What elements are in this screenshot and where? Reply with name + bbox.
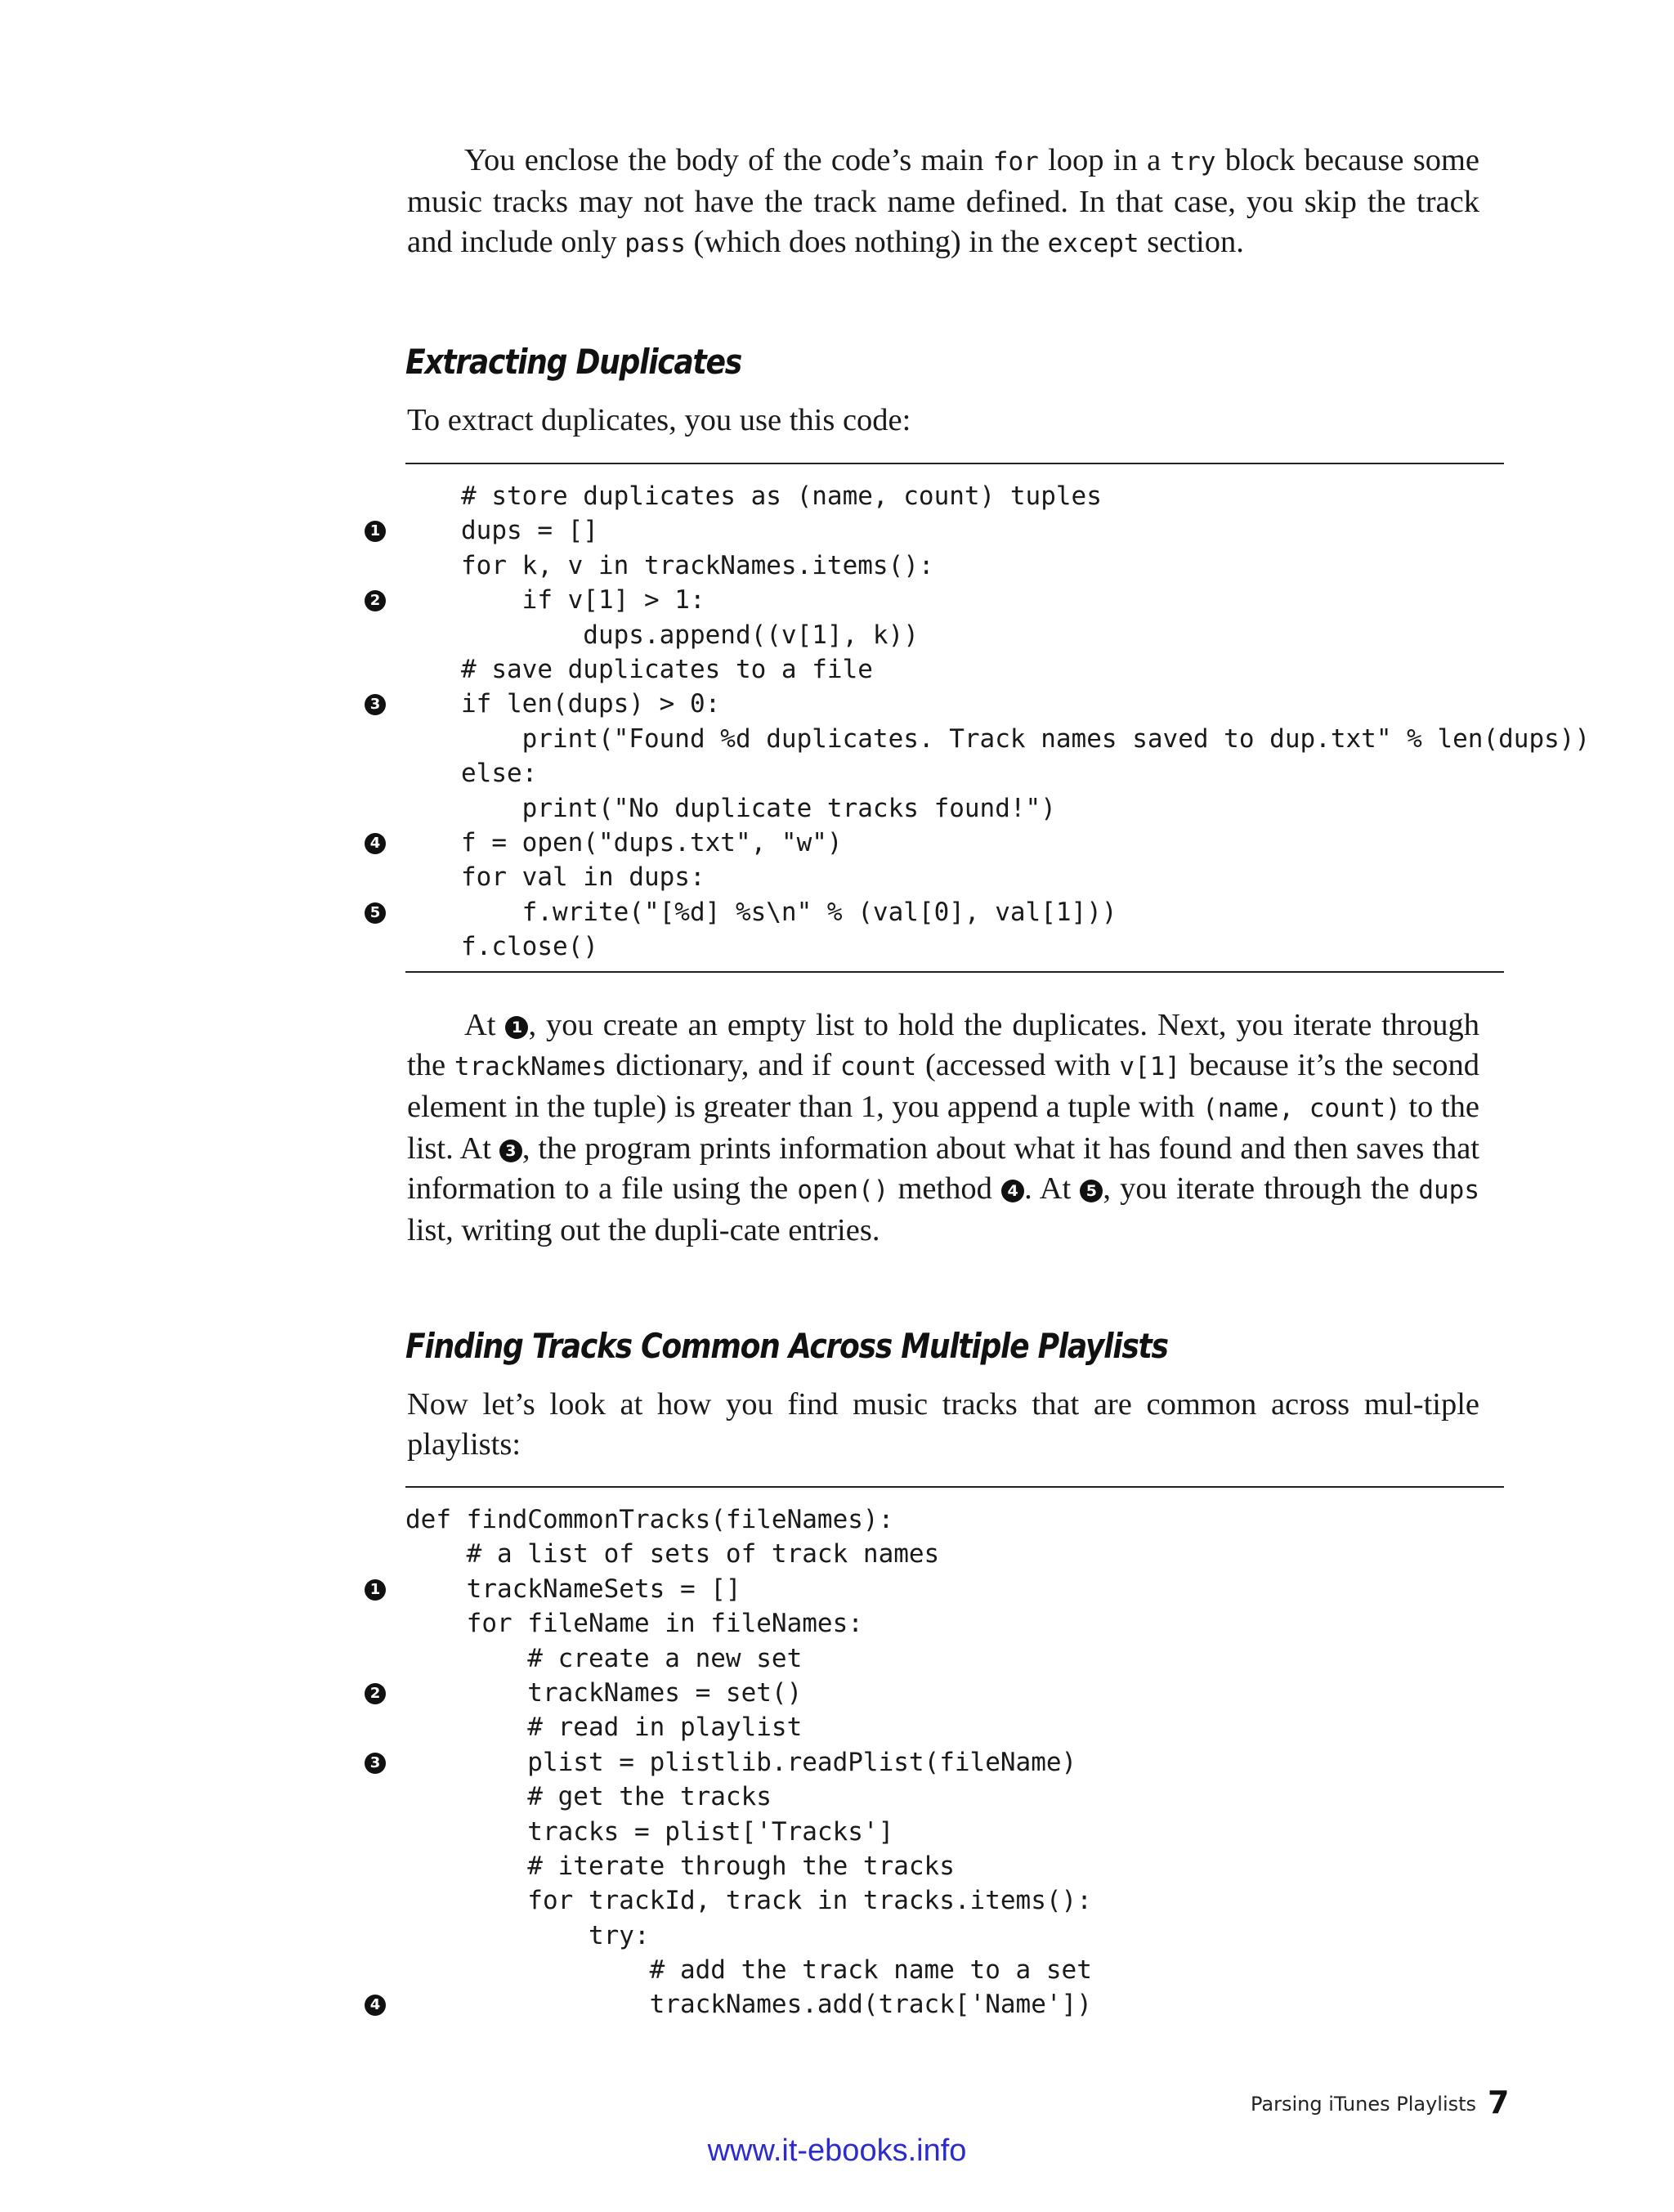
callout-marker-icon: 4 bbox=[365, 1995, 386, 2016]
code-line bbox=[461, 791, 1573, 826]
callout-marker-icon: 4 bbox=[365, 833, 386, 854]
callout-marker-icon: 1 bbox=[365, 521, 386, 542]
code-line bbox=[369, 513, 1573, 548]
code-text: try: bbox=[405, 1920, 650, 1950]
code-listing-common-tracks bbox=[369, 1502, 1517, 2022]
code-text: else: bbox=[461, 759, 538, 789]
callout-marker-icon: 1 bbox=[365, 1579, 386, 1601]
section-heading-extracting-duplicates: Extracting Duplicates bbox=[405, 342, 741, 382]
code-line bbox=[369, 895, 1573, 929]
code-text: dups.append((v[1], k)) bbox=[461, 620, 919, 650]
code-text: if v[1] > 1: bbox=[461, 585, 705, 616]
code-line bbox=[369, 687, 1573, 721]
code-line bbox=[461, 618, 1573, 652]
callout-marker-icon: 1 bbox=[505, 1016, 528, 1039]
code-line bbox=[405, 1641, 1517, 1676]
code-line bbox=[461, 860, 1573, 894]
code-line bbox=[405, 1606, 1517, 1641]
duplicates-explanation-paragraph: At 1 , you create an empty list to hold the duplicates. Next, you iterate through the trackNames dictionary, and if count (accessed with v[1] because it’s the second element in the tuple) is greater than 1, you append a tuple with (name, count) to the list. At 3 , the program prints information about what it has found and then saves that information to a file using the open() method 4 . At 5 , you iterate through the dups list, writing out the dupli-cate entries. bbox=[407, 1008, 1479, 1247]
callout-marker-icon: 5 bbox=[365, 902, 386, 924]
code-text: for val in dups: bbox=[461, 862, 705, 893]
code-line bbox=[369, 1745, 1517, 1780]
code-line bbox=[461, 652, 1573, 687]
code-line bbox=[405, 1537, 1517, 1571]
code-line bbox=[369, 1987, 1517, 2022]
code-text: # get the tracks bbox=[405, 1782, 772, 1812]
callout-marker-icon: 2 bbox=[365, 590, 386, 611]
callout-marker-icon: 3 bbox=[365, 1753, 386, 1774]
code-text: plist = plistlib.readPlist(fileName) bbox=[405, 1747, 1077, 1777]
code-line bbox=[461, 756, 1573, 790]
code-rule-bottom bbox=[405, 971, 1504, 973]
code-line bbox=[405, 1919, 1517, 1953]
code-line bbox=[405, 1849, 1517, 1883]
code-line bbox=[405, 1815, 1517, 1849]
code-text: # iterate through the tracks bbox=[405, 1851, 955, 1881]
page-number: 7 bbox=[1488, 2084, 1510, 2120]
code-text: def findCommonTracks(fileNames): bbox=[405, 1505, 894, 1534]
code-line bbox=[405, 1780, 1517, 1814]
code-text: # a list of sets of track names bbox=[405, 1539, 940, 1569]
section-intro-common-tracks: Now let’s look at how you find music tracks that are common across mul-tiple playlists: bbox=[407, 1387, 1479, 1462]
section-intro-duplicates: To extract duplicates, you use this code: bbox=[407, 403, 911, 437]
code-text: f.write("[%d] %s\n" % (val[0], val[1])) bbox=[461, 897, 1117, 927]
code-line bbox=[461, 929, 1573, 964]
code-line bbox=[369, 1572, 1517, 1606]
code-line bbox=[461, 479, 1573, 513]
code-text: for k, v in trackNames.items(): bbox=[461, 550, 934, 580]
intro-paragraph: You enclose the body of the code’s main for loop in a try block because some music tracks may not have the track name defined. In that case, you skip the track and include only pass (which does nothing) in the except section. bbox=[407, 143, 1480, 259]
code-text: # read in playlist bbox=[405, 1713, 803, 1743]
code-listing-duplicates bbox=[369, 479, 1591, 964]
callout-marker-icon: 3 bbox=[499, 1140, 522, 1162]
code-text: dups = [] bbox=[461, 516, 598, 546]
callout-marker-icon: 2 bbox=[365, 1683, 386, 1704]
watermark-url: www.it-ebooks.info bbox=[707, 2134, 967, 2168]
code-text: for trackId, track in tracks.items(): bbox=[405, 1886, 1092, 1916]
code-text: print("Found %d duplicates. Track names saved to dup.txt" % len(dups)) bbox=[461, 723, 1591, 754]
running-footer-title: Parsing iTunes Playlists bbox=[1251, 2093, 1477, 2116]
code-text: print("No duplicate tracks found!") bbox=[461, 793, 1056, 823]
code-line bbox=[369, 583, 1573, 617]
section-heading-common-tracks: Finding Tracks Common Across Multiple Playlists bbox=[405, 1326, 1168, 1366]
code-text: if len(dups) > 0: bbox=[461, 689, 721, 719]
code-text: trackNames = set() bbox=[405, 1677, 803, 1708]
code-line bbox=[369, 826, 1573, 860]
code-text: # add the track name to a set bbox=[405, 1955, 1092, 1986]
code-line bbox=[405, 1710, 1517, 1744]
code-text: tracks = plist['Tracks'] bbox=[405, 1816, 894, 1847]
callout-marker-icon: 3 bbox=[365, 694, 386, 715]
code-text: # save duplicates to a file bbox=[461, 654, 873, 684]
code-line bbox=[405, 1502, 1517, 1537]
code-text: trackNames.add(track['Name']) bbox=[405, 1990, 1092, 2020]
code-line bbox=[405, 1883, 1517, 1918]
code-text: # create a new set bbox=[405, 1643, 803, 1673]
code-rule-top bbox=[405, 463, 1504, 464]
code-line bbox=[405, 1953, 1517, 1987]
code-line bbox=[369, 1676, 1517, 1710]
callout-marker-icon: 5 bbox=[1080, 1180, 1103, 1202]
code-line bbox=[461, 549, 1573, 583]
callout-marker-icon: 4 bbox=[1001, 1180, 1024, 1202]
code-text: trackNameSets = [] bbox=[405, 1574, 741, 1604]
code-rule-top bbox=[405, 1486, 1504, 1488]
code-line bbox=[461, 722, 1591, 756]
code-text: # store duplicates as (name, count) tuples bbox=[461, 481, 1102, 511]
code-text: f = open("dups.txt", "w") bbox=[461, 827, 843, 857]
code-text: for fileName in fileNames: bbox=[405, 1609, 863, 1639]
code-text: f.close() bbox=[461, 932, 598, 962]
